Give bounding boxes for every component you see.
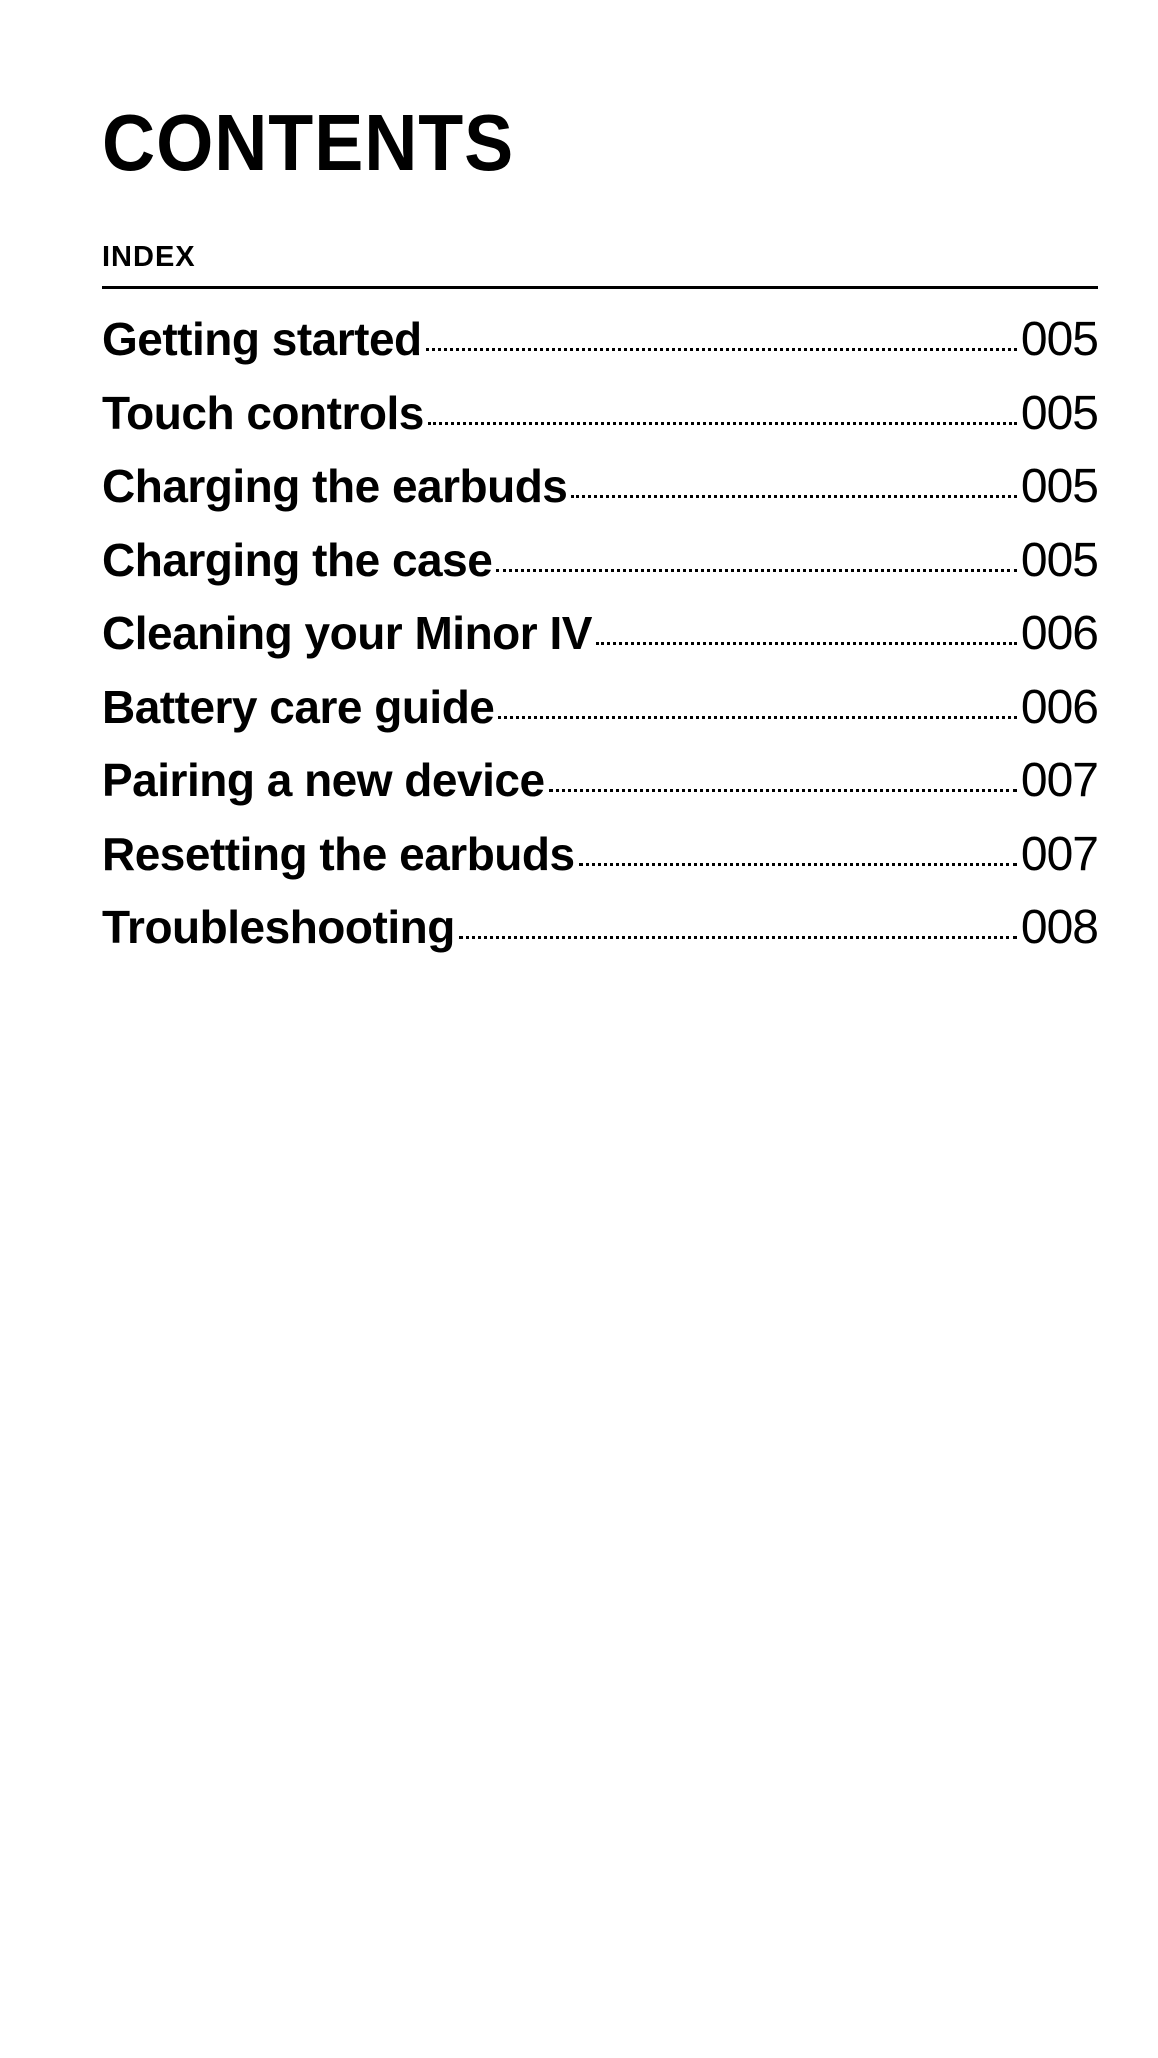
toc-item-page: 007 bbox=[1020, 754, 1098, 807]
dot-leader bbox=[571, 495, 1017, 498]
toc-item-troubleshooting[interactable] bbox=[102, 891, 1098, 965]
toc-item-battery-care[interactable] bbox=[102, 671, 1098, 745]
toc-item-page: 005 bbox=[1020, 386, 1098, 440]
toc-item-page: 006 bbox=[1020, 607, 1098, 660]
dot-leader bbox=[498, 716, 1017, 719]
dot-leader bbox=[459, 936, 1017, 939]
toc-item-label: Battery care guide bbox=[102, 680, 495, 733]
toc-item-label: Troubleshooting bbox=[102, 901, 455, 953]
toc-item-page: 005 bbox=[1020, 313, 1098, 366]
section-label: INDEX bbox=[102, 241, 196, 273]
dot-leader bbox=[549, 789, 1017, 792]
toc-item-label: Touch controls bbox=[102, 386, 424, 439]
toc-item-label: Getting started bbox=[102, 313, 422, 365]
toc-item-label: Pairing a new device bbox=[102, 754, 545, 806]
toc-item-label: Charging the case bbox=[102, 533, 493, 586]
toc-item-resetting[interactable] bbox=[102, 818, 1098, 892]
toc-item-pairing[interactable] bbox=[102, 744, 1098, 818]
table-of-contents bbox=[102, 303, 1098, 965]
toc-item-label: Cleaning your Minor IV bbox=[102, 607, 592, 659]
dot-leader bbox=[579, 863, 1017, 866]
toc-item-charging-earbuds[interactable] bbox=[102, 450, 1098, 524]
dot-leader bbox=[496, 569, 1017, 572]
toc-item-label: Charging the earbuds bbox=[102, 460, 568, 512]
contents-page bbox=[102, 98, 1098, 965]
toc-item-getting-started[interactable] bbox=[102, 303, 1098, 377]
dot-leader bbox=[428, 422, 1017, 425]
divider bbox=[102, 286, 1098, 289]
page-title: CONTENTS bbox=[102, 98, 515, 187]
dot-leader bbox=[426, 348, 1017, 351]
toc-item-cleaning[interactable] bbox=[102, 597, 1098, 671]
toc-item-page: 005 bbox=[1020, 533, 1098, 587]
toc-item-charging-case[interactable] bbox=[102, 524, 1098, 598]
toc-item-page: 007 bbox=[1020, 827, 1098, 881]
toc-item-page: 005 bbox=[1020, 460, 1098, 513]
toc-item-label: Resetting the earbuds bbox=[102, 827, 575, 880]
toc-item-page: 008 bbox=[1020, 901, 1098, 954]
toc-item-touch-controls[interactable] bbox=[102, 377, 1098, 451]
dot-leader bbox=[596, 642, 1017, 645]
toc-item-page: 006 bbox=[1020, 680, 1098, 734]
